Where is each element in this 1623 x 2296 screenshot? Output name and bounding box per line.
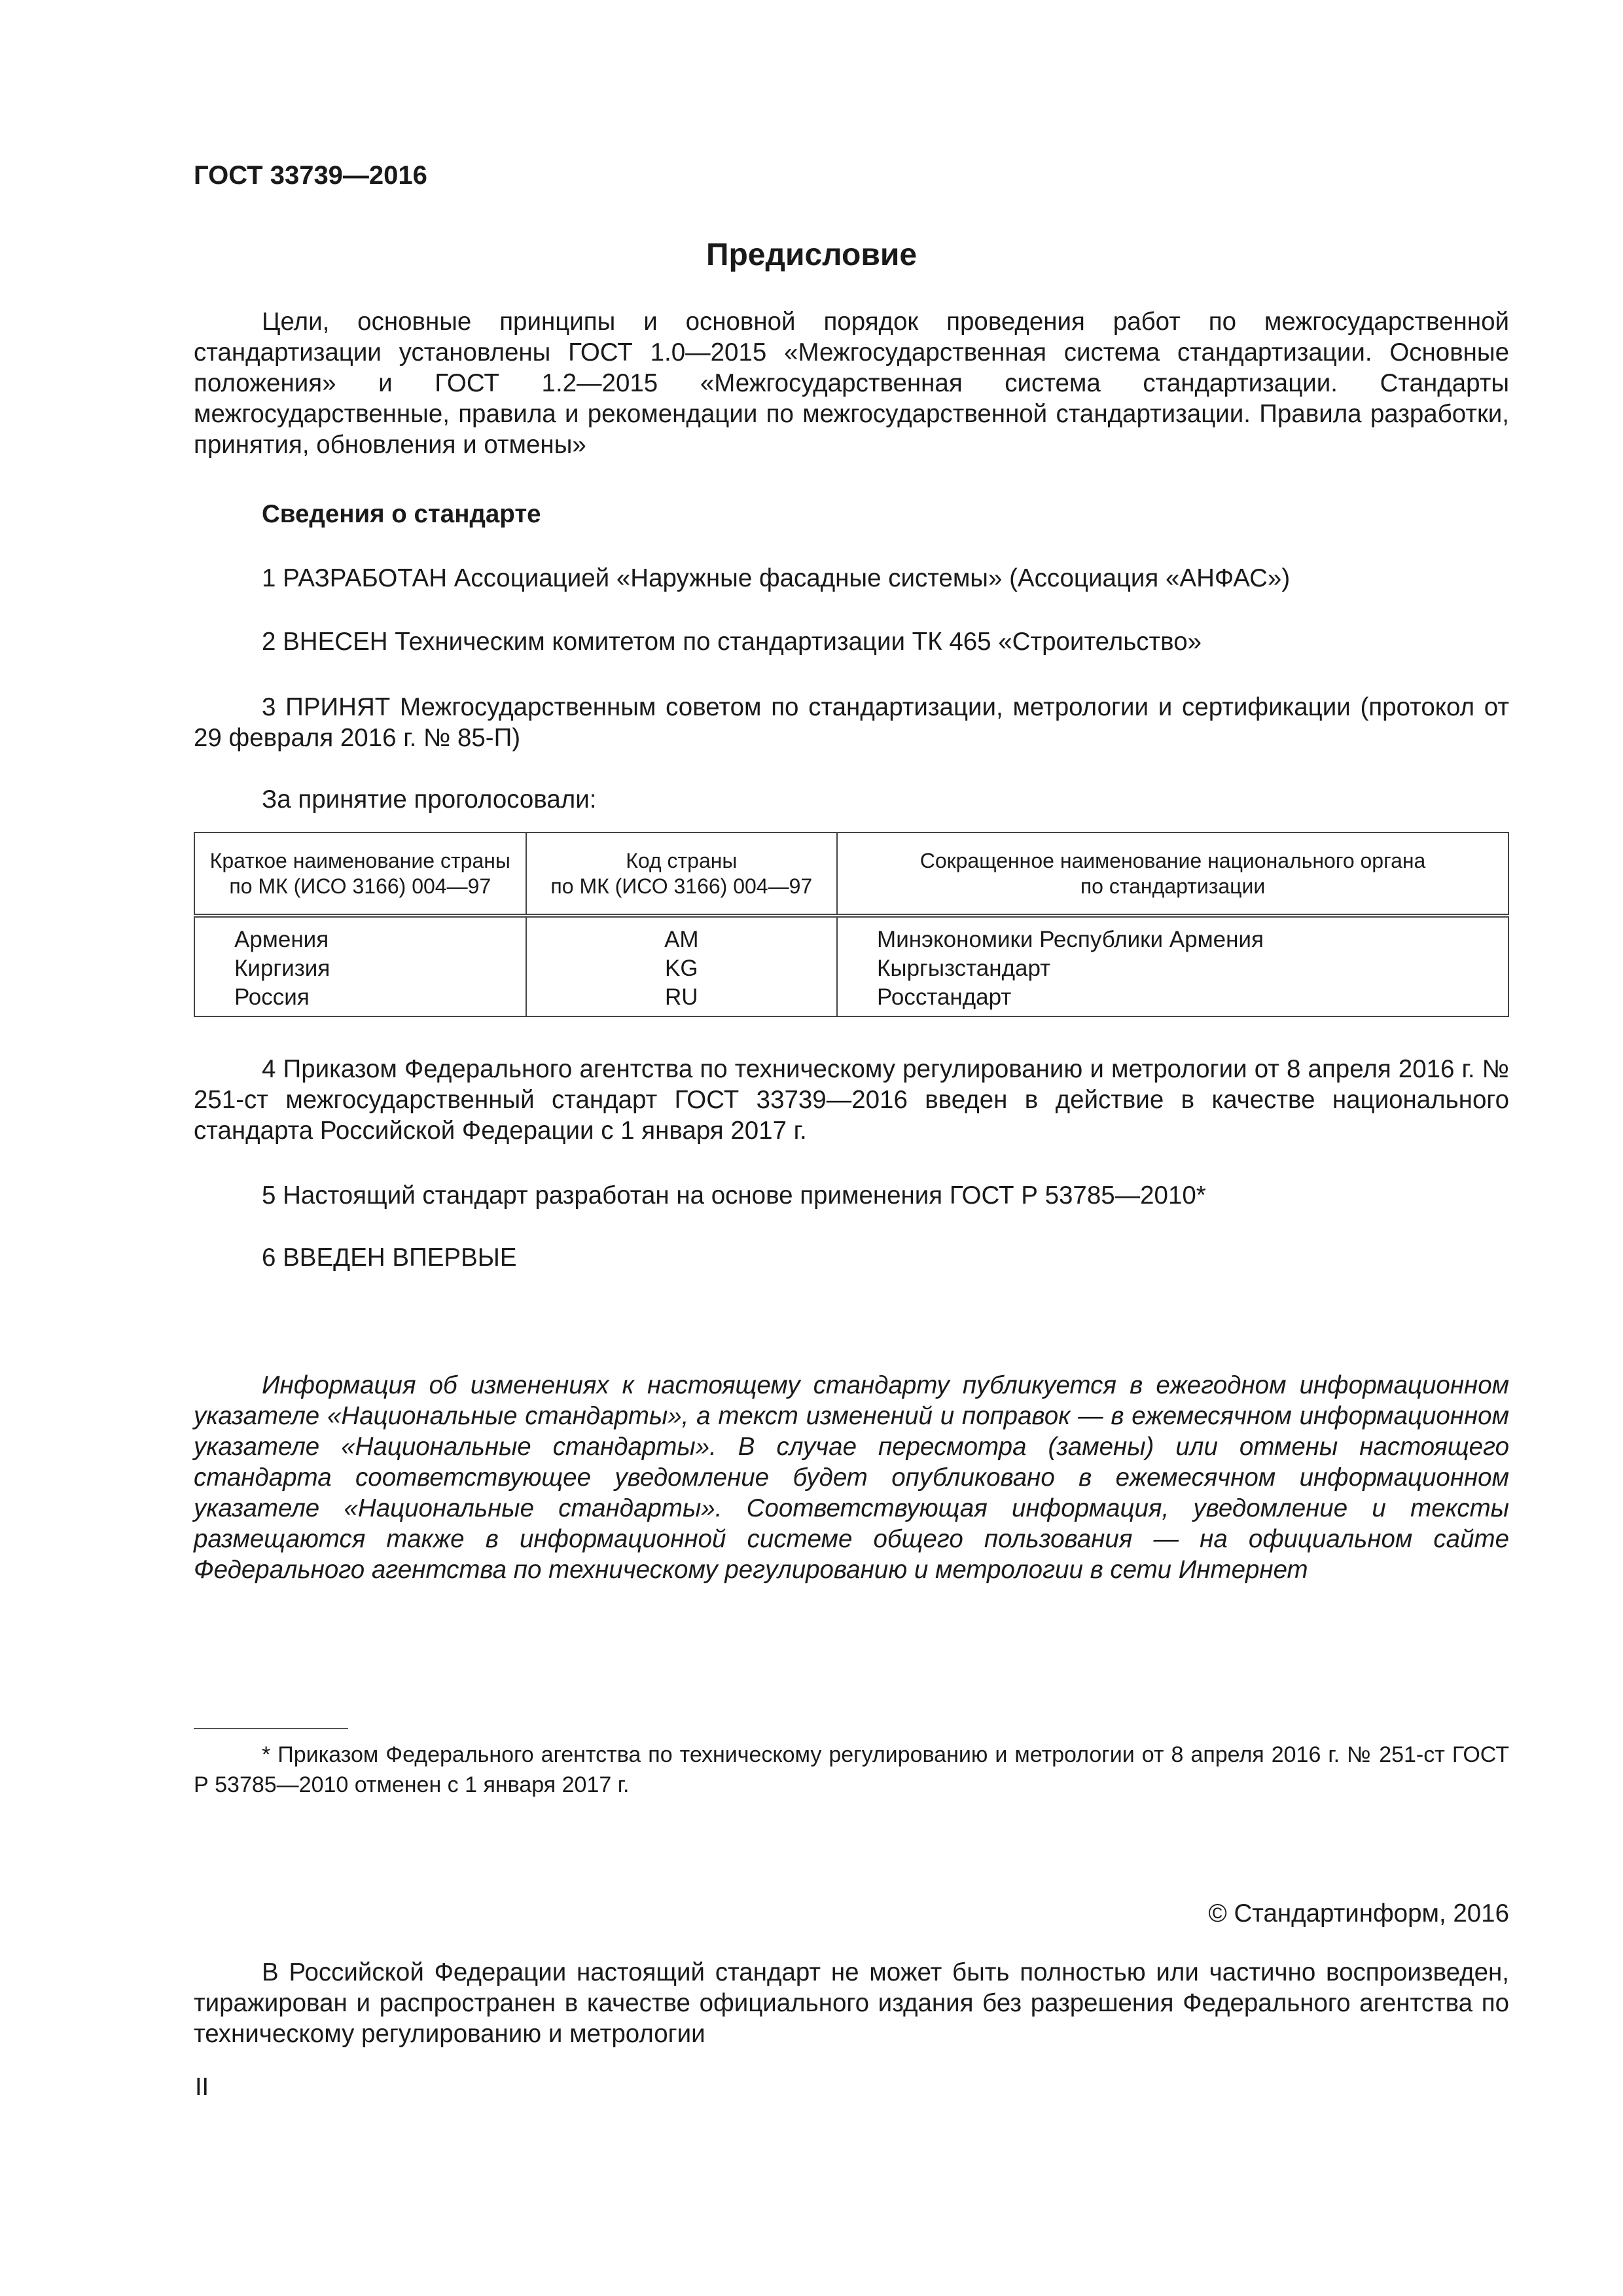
item-1-developed: 1 РАЗРАБОТАН Ассоциацией «Наружные фасадные системы» (Ассоциация «АНФАС») [262, 564, 1291, 592]
cell-code: KG [526, 954, 837, 983]
page-number: II [195, 2073, 209, 2101]
header-country-name: Краткое наименование страны по МК (ИСО 3166) 004—97 [194, 833, 526, 916]
item-6-introduced: 6 ВВЕДЕН ВПЕРВЫЕ [262, 1244, 517, 1272]
footnote: * Приказом Федерального агентства по техническому регулированию и метрологии от 8 апреля 2016 г. № 251-ст ГОСТ Р 53785—2010 отменен с 1 января 2017 г. [194, 1742, 1509, 1797]
footnote-separator [194, 1728, 348, 1729]
changes-information-notice: Информация об изменениях к настоящему стандарту публикуется в ежегодном информационном указателе «Национальные стандарты», а текст изменений и поправок — в ежемесячном информационном указателе «Национальные стандарты». В случае пересмотра (замены) или отмены настоящего стандарта соответствующее уведомление будет опубликовано в ежемесячном информационном указателе «Национальные стандарты». Соответствующая информация, уведомление и тексты размещаются также в информационной системе общего пользования — на официальном сайте Федерального агентства по техническому регулированию и метрологии в сети Интернет [194, 1371, 1509, 1584]
table-header-row [194, 833, 1508, 916]
cell-country: Россия [194, 983, 526, 1016]
item-4-order: 4 Приказом Федерального агентства по техническому регулированию и метрологии от 8 апреля 2016 г. № 251-ст межгосударственный стандарт ГОСТ 33739—2016 введен в действие в качестве национального стандарта Российской Федерации с 1 января 2017 г. [194, 1055, 1509, 1145]
document-code-header: ГОСТ 33739—2016 [194, 161, 427, 190]
item-3-adopted: 3 ПРИНЯТ Межгосударственным советом по стандартизации, метрологии и сертификации (протокол от 29 февраля 2016 г. № 85-П) [194, 693, 1509, 752]
cell-national-body: Росстандарт [837, 983, 1508, 1016]
header-country-code: Код страны по МК (ИСО 3166) 004—97 [526, 833, 837, 916]
cell-country: Армения [194, 916, 526, 954]
item-5-basis: 5 Настоящий стандарт разработан на основе применения ГОСТ Р 53785—2010* [262, 1181, 1206, 1210]
header-national-body: Сокращенное наименование национального органа по стандартизации [837, 833, 1508, 916]
table-row [194, 954, 1508, 983]
reproduction-rights-notice: В Российской Федерации настоящий стандарт не может быть полностью или частично воспроизведен, тиражирован и распространен в качестве официального издания без разрешения Федерального агентства по техническому регулированию и метрологии [194, 1958, 1509, 2048]
item-2-submitted: 2 ВНЕСЕН Техническим комитетом по стандартизации ТК 465 «Строительство» [262, 628, 1202, 656]
cell-national-body: Кыргызстандарт [837, 954, 1508, 983]
table-row [194, 983, 1508, 1016]
voting-countries-table [194, 832, 1509, 1017]
page-title: Предисловие [705, 238, 918, 272]
vote-label: За принятие проголосовали: [262, 785, 597, 814]
cell-country: Киргизия [194, 954, 526, 983]
copyright: © Стандартинформ, 2016 [1208, 1899, 1509, 1928]
table-row [194, 916, 1508, 954]
cell-national-body: Минэкономики Республики Армения [837, 916, 1508, 954]
cell-code: AM [526, 916, 837, 954]
info-heading: Сведения о стандарте [262, 500, 541, 528]
intro-paragraph: Цели, основные принципы и основной порядок проведения работ по межгосударственной стандартизации установлены ГОСТ 1.0—2015 «Межгосударственная система стандартизации. Основные положения» и ГОСТ 1.2—2015 «Межгосударственная система стандартизации. Стандарты межгосударственные, правила и рекомендации по межгосударственной стандартизации. Правила разработки, принятия, обновления и отмены» [194, 308, 1509, 459]
cell-code: RU [526, 983, 837, 1016]
